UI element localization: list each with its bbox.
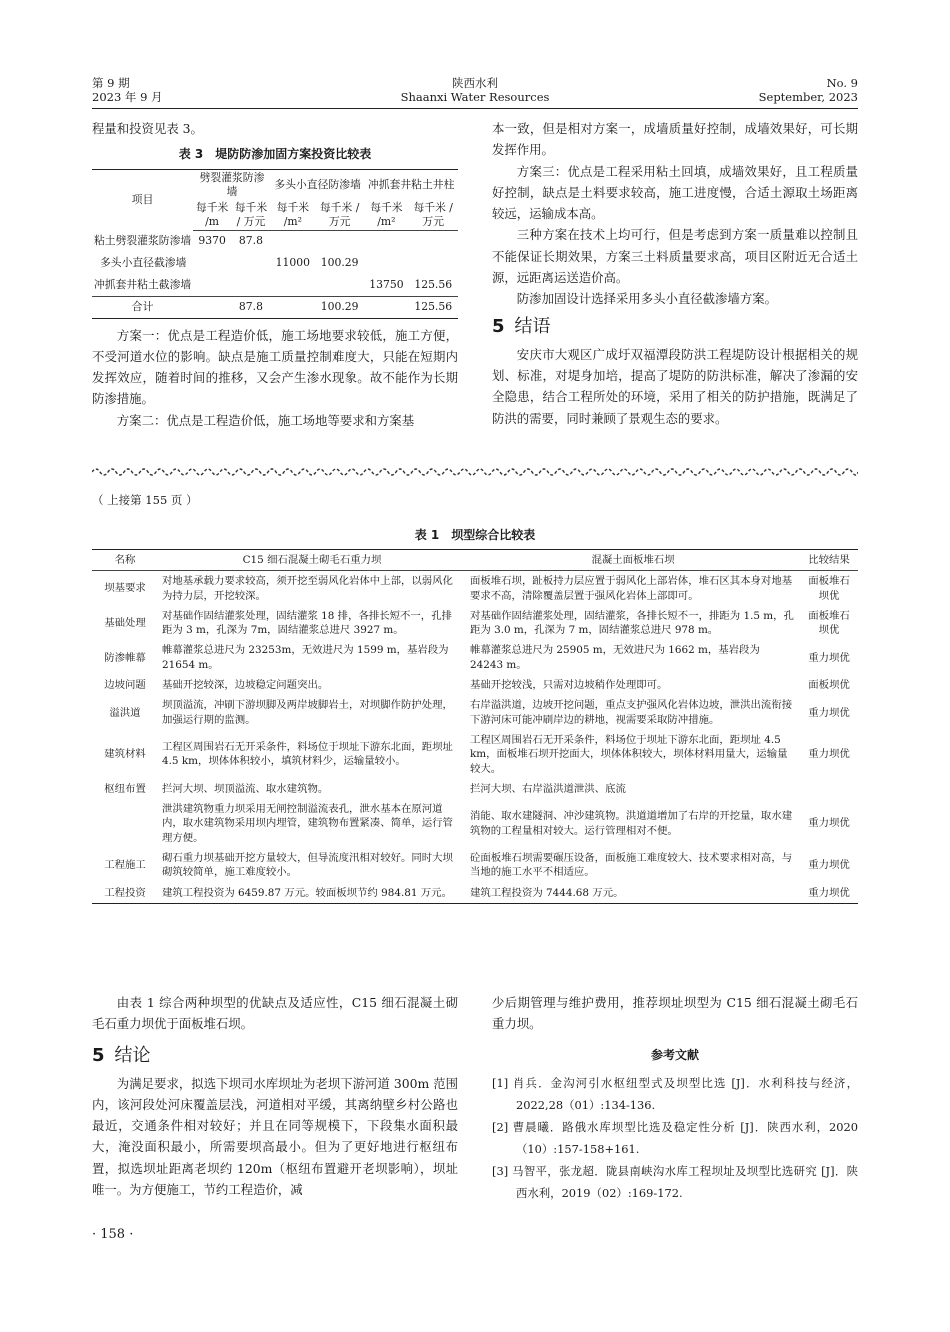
paragraph: 由表 1 综合两种坝型的优缺点及适应性，C15 细石混凝土砌毛石重力坝优于面板堆石坝。 — [92, 995, 458, 1032]
table-row: 工程施工 砌石重力坝基础开挖方量较大，但导流度汛相对较好。同时大坝砌筑较简单，施工难度较小。 砼面板堆石坝需要碾压设备，面板施工难度较大、技术要求相对高，与当地的施工水平不相适应。 重力坝优 — [104, 852, 850, 879]
table3-unit: 每千米 / 万元 — [231, 200, 271, 231]
issue-cn: 第 9 期 — [92, 76, 130, 90]
reference-item: [3] 马智平，张龙超．陇县南峡沟水库工程坝址及坝型比选研究 [J]．陕西水利，2019（02）:169-172. — [492, 1163, 858, 1200]
paragraph: 程量和投资见表 3。 — [92, 121, 203, 136]
table-row: 边坡问题 基础开挖较深，边坡稳定问题突出。 基础开挖较浅，只需对边坡稍作处理即可。 面板坝优 — [104, 679, 850, 692]
wavy-divider — [92, 464, 858, 478]
paragraph: 三种方案在技术上均可行，但是考虑到方案一质量难以控制且不能保证长期效果，方案三土料质量要求高，项目区附近无合适土源，远距离运送造价高。 — [492, 227, 858, 286]
header-rule — [92, 108, 858, 109]
table-row: 溢洪道 坝顶溢流，冲刷下游坝脚及两岸坡脚岩土，对坝脚作防护处理，加强运行期的监测。 右岸溢洪道，边坡开挖问题，重点支护强风化岩体边坡，泄洪出流衔接下游河床可能冲刷岸边的耕地，视需要采取防冲措施。 重力坝优 — [109, 699, 850, 726]
running-header — [92, 76, 858, 108]
journal-title-cn: 陕西水利 — [452, 76, 498, 90]
table-row: 泄洪建筑物重力坝采用无闸控制溢流表孔，泄水基本在原河道内，取水建筑物采用坝内埋管，建筑物布置紧凑、简单，运行管理方便。 消能、取水建隧洞、冲沙建筑物。洪道道增加了右岸的开挖量，取水建筑物的工程量相对较大。运行管理相对不便。 重力坝优 — [162, 803, 850, 844]
left-column-top — [92, 118, 458, 431]
table3-group-header: 冲抓套井粘土井柱 — [364, 169, 458, 200]
table-row: 粘土劈裂灌浆防渗墙 9370 87.8 — [94, 234, 263, 248]
table-row: 工程投资 建筑工程投资为 6459.87 万元。较面板坝节约 984.81 万元。 建筑工程投资为 7444.68 万元。 重力坝优 — [92, 883, 858, 904]
header-center — [92, 76, 858, 104]
paragraph: 方案一：优点是工程造价低，施工场地要求较低，施工方便，不受河道水位的影响。缺点是施工质量控制难度大，只能在短期内发挥效应，随着时间的推移，又会产生渗水现象。故不能作为长期防渗措施。 — [92, 327, 458, 407]
paragraph: 安庆市大观区广成圩双福潭段防洪工程堤防设计根据相关的规划、标准，对堤身加培，提高了堤防的防洪标准，解决了渗漏的安全隐患，结合工程所处的环境，采用了相关的防护措施，既满足了防洪的需要，同时兼顾了景观生态的要求。 — [492, 346, 858, 426]
header-right — [759, 76, 858, 104]
section-title: 结论 — [114, 1044, 151, 1066]
section-title: 结语 — [514, 315, 551, 337]
issue-en: No. 9 — [826, 76, 858, 90]
table-row: 合计 87.8 100.29 125.56 — [92, 296, 458, 318]
date-en: September, 2023 — [758, 90, 858, 104]
table3 — [92, 169, 458, 319]
references-title: 参考文献 — [650, 1047, 699, 1062]
right-column-bottom — [492, 992, 858, 1204]
page-number: · 158 · — [92, 1227, 134, 1242]
table1-header: 名称 — [92, 550, 158, 571]
table3-unit: 每千米 / 万元 — [315, 200, 365, 231]
paragraph: 本一致，但是相对方案一，成墙质量好控制，成墙效果好，可长期发挥作用。 — [492, 121, 858, 158]
section-heading — [92, 1043, 458, 1069]
paragraph: 方案二：优点是工程造价低，施工场地等要求和方案基 — [116, 412, 415, 428]
table3-item-header: 项目 — [92, 169, 193, 230]
table1 — [92, 549, 858, 904]
section-number: 5 — [492, 315, 505, 337]
table-row: 冲抓套井粘土截渗墙 13750 125.56 — [94, 277, 453, 291]
table-row: 多头小直径截渗墙 11000 100.29 — [100, 256, 359, 270]
table3-caption: 表 3 堤防防渗加固方案投资比较表 — [178, 147, 372, 162]
table-row: 枢纽布置 拦河大坝、坝顶溢流、取水建筑物。 拦河大坝、右岸溢洪道泄洪、底流 — [104, 782, 626, 795]
table1-header: 混凝土面板堆石坝 — [466, 550, 800, 571]
table1-header: 比较结果 — [800, 550, 858, 571]
table3-unit: 每千米 /m² — [364, 200, 408, 231]
table-row: 防渗帷幕 帷幕灌浆总进尺为 23253m，无效进尺为 1599 m，基岩段为 21654 m。 帷幕灌浆总进尺为 25905 m，无效进尺为 1662 m，基岩段为 24243 m。 重力坝优 — [104, 644, 850, 671]
paragraph: 防渗加固设计选择采用多头小直径截渗墙方案。 — [516, 291, 777, 307]
reference-item: [2] 曹晨曦．路俄水库坝型比选及稳定性分析 [J]．陕西水利，2020（10）:157-158+161. — [492, 1119, 858, 1156]
reference-item: [1] 肖兵．金沟河引水枢纽型式及坝型比选 [J]．水利科技与经济，2022,28（01）:134-136. — [492, 1075, 858, 1112]
table3-group-header: 劈裂灌浆防渗墙 — [193, 169, 271, 200]
journal-title-en: Shaanxi Water Resources — [400, 90, 550, 104]
paragraph: 方案三：优点是工程采用粘土回填，成墙效果好，且工程质量好控制，缺点是土料要求较高，施工进度慢，合适土源取土场距离较远，运输成本高。 — [492, 163, 858, 222]
paragraph: 少后期管理与维护费用，推荐坝址坝型为 C15 细石混凝土砌毛石重力坝。 — [492, 995, 858, 1032]
table1-caption: 表 1 坝型综合比较表 — [414, 528, 536, 542]
section-number: 5 — [92, 1044, 105, 1066]
date-cn: 2023 年 9 月 — [92, 90, 163, 104]
continued-note: （ 上接第 155 页 ） — [92, 493, 198, 507]
table3-unit: 每千米 /m² — [271, 200, 315, 231]
table3-group-header: 多头小直径防渗墙 — [271, 169, 365, 200]
section-heading — [492, 314, 858, 340]
table-row: 基础处理 对基础作固结灌浆处理，固结灌浆 18 排，各排长短不一，孔排距为 3 m，孔深为 7m，固结灌浆总进尺 3927 m。 对基础作固结灌浆处理，固结灌浆，各排长短不一，排距为 1.5 m，孔距为 3.0 m，孔深为 7 m，固结灌浆总进尺 978 m。 面板堆石坝优 — [104, 609, 850, 637]
table-row: 坝基要求 对地基承载力要求较高，须开挖至弱风化岩体中上部，以弱风化为持力层，开挖较深。 面板堆石坝，趾板持力层应置于弱风化上部岩体，堆石区其本身对地基要求不高，清除覆盖层置于强风化岩体上部即可。 面板堆石坝优 — [104, 575, 850, 602]
left-column-bottom — [92, 992, 458, 1200]
table3-unit: 每千米 / 万元 — [408, 200, 458, 231]
right-column-top — [492, 118, 858, 429]
table-row: 建筑材料 工程区周围岩石无开采条件，料场位于坝址下游东北面，距坝址 4.5 km，坝体体积较小，填筑材料少，运输量较小。 工程区周围岩石无开采条件，料场位于坝址下游东北面，距坝址 4.5 km，面板堆石坝开挖面大，坝体体积较大，坝体材料用量大，运输量较大。 重力坝优 — [104, 733, 850, 775]
paragraph: 为满足要求，拟选下坝司水库坝址为老坝下游河道 300m 范围内，该河段处河床覆盖层浅，河道相对平缓，其离纳壁乡村公路也最近，交通条件相对较好；并且在同等规模下，下段集水面积最大，淹没面积最小，所需要坝高最小。但为了更好地进行枢纽布置，拟选坝址距离老坝约 120m（枢纽布置避开老坝影响），坝址唯一。为方便施工，节约工程造价，减 — [92, 1075, 458, 1198]
table1-header: C15 细石混凝土砌毛石重力坝 — [158, 550, 466, 571]
table3-unit: 每千米 /m — [193, 200, 231, 231]
